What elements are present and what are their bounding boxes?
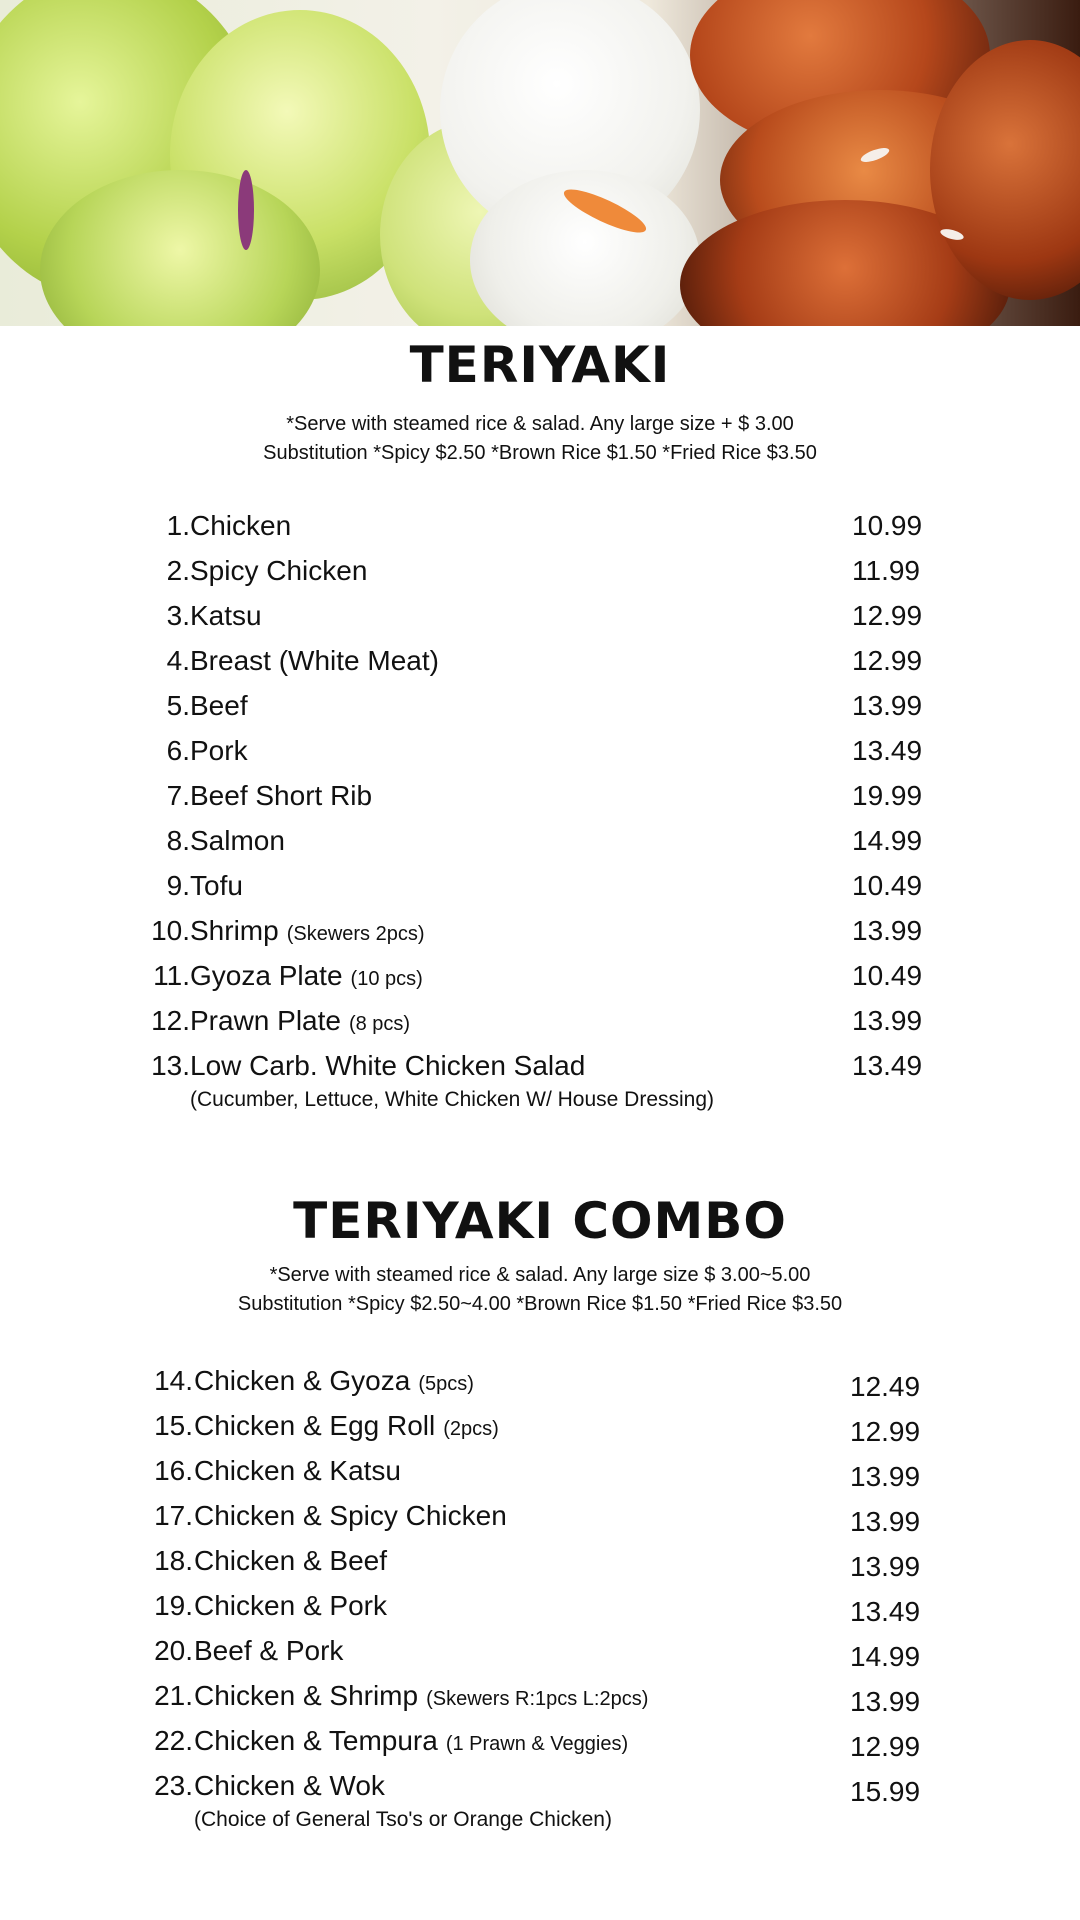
menu-item-name: Gyoza Plate (190, 960, 343, 991)
menu-item-row (0, 1721, 1080, 1766)
menu-item-name-wrap (190, 1001, 410, 1044)
menu-item-number: 12. (151, 1005, 190, 1036)
menu-item-name: Chicken & Shrimp (194, 1680, 419, 1711)
menu-item-name-wrap (190, 641, 439, 681)
menu-item-name-wrap (194, 1766, 385, 1806)
section-note-line1: *Serve with steamed rice & salad. Any large size + $ 3.00 (286, 413, 794, 435)
menu-item-row (0, 1766, 1080, 1831)
menu-item-row (0, 1496, 1080, 1541)
menu-item-price: 13.49 (850, 1596, 921, 1627)
section-title-teriyaki-combo: TERIYAKI COMBO (293, 1192, 787, 1250)
menu-item-number: 6. (166, 735, 190, 766)
menu-item-price: 10.49 (852, 870, 923, 901)
menu-item-number: 5. (166, 690, 190, 721)
menu-item-number: 3. (166, 600, 190, 631)
section-note-line2: Substitution *Spicy $2.50~4.00 *Brown Rice $1.50 *Fried Rice $3.50 (237, 1293, 843, 1315)
menu-item-detail: (5pcs) (418, 1373, 474, 1395)
menu-item-price: 13.49 (852, 735, 923, 766)
section-title-teriyaki: TERIYAKI (409, 336, 671, 394)
menu-item-row (0, 1676, 1080, 1721)
menu-item-row (0, 641, 1080, 686)
menu-item-price: 12.99 (852, 600, 923, 631)
menu-item-detail: (8 pcs) (348, 1013, 411, 1035)
menu-item-row (0, 1541, 1080, 1586)
menu-item-name: Chicken & Spicy Chicken (194, 1500, 507, 1531)
menu-item-name-wrap (190, 686, 248, 726)
menu-item-price: 13.99 (850, 1461, 921, 1492)
menu-item-name: Beef & Pork (194, 1635, 344, 1666)
menu-item-name: Chicken & Tempura (194, 1725, 438, 1756)
menu-item-name-wrap (190, 596, 262, 636)
menu-item-row (0, 551, 1080, 596)
menu-item-number: 16. (154, 1455, 193, 1486)
menu-item-price: 12.49 (850, 1371, 921, 1402)
menu-item-number: 10. (151, 915, 190, 946)
menu-item-row (0, 776, 1080, 821)
menu-item-price: 13.99 (852, 690, 923, 721)
menu-item-number: 22. (154, 1725, 193, 1756)
menu-item-name: Beef (190, 690, 248, 721)
menu-item-name-wrap (190, 551, 367, 591)
menu-item-row (0, 506, 1080, 551)
menu-item-row (0, 596, 1080, 641)
menu-item-name-wrap (194, 1496, 507, 1536)
menu-item-price: 11.99 (852, 555, 920, 586)
menu-item-name: Beef Short Rib (190, 780, 373, 811)
menu-item-price: 10.49 (852, 960, 923, 991)
menu-item-number: 9. (166, 870, 190, 901)
menu-item-price: 19.99 (852, 780, 923, 811)
menu-item-price: 13.49 (852, 1050, 923, 1081)
menu-item-price: 13.99 (852, 915, 923, 946)
menu-item-number: 2. (166, 555, 190, 586)
menu-item-detail: (Skewers 2pcs) (286, 923, 425, 945)
menu-item-name: Chicken & Wok (194, 1770, 385, 1801)
menu-item-price: 14.99 (850, 1641, 921, 1672)
menu-item-name: Chicken (190, 510, 292, 541)
menu-item-name-wrap (194, 1541, 387, 1581)
menu-item-price: 12.99 (850, 1416, 921, 1447)
menu-item-price: 13.99 (850, 1551, 921, 1582)
menu-item-number: 4. (166, 645, 190, 676)
menu-item-detail: (1 Prawn & Veggies) (445, 1733, 629, 1755)
menu-item-name: Katsu (190, 600, 262, 631)
menu-item-price: 10.99 (852, 510, 923, 541)
menu-item-name-wrap (194, 1631, 343, 1671)
menu-item-row (0, 1361, 1080, 1406)
menu-item-name-wrap (194, 1586, 387, 1626)
menu-item-name-wrap (190, 506, 291, 546)
menu-item-price: 13.99 (850, 1686, 921, 1717)
menu-item-price: 14.99 (852, 825, 923, 856)
menu-item-name-wrap (194, 1676, 648, 1719)
cabbage-shape (238, 170, 254, 250)
menu-item-price: 13.99 (852, 1005, 923, 1036)
menu-item-name-wrap (194, 1721, 628, 1764)
menu-item-row (0, 1451, 1080, 1496)
menu-item-name-wrap (194, 1406, 499, 1449)
menu-item-row (0, 1586, 1080, 1631)
menu-item-name: Chicken & Gyoza (194, 1365, 411, 1396)
menu-item-name: Breast (White Meat) (190, 645, 439, 676)
menu-item-row (0, 686, 1080, 731)
menu-item-detail: (10 pcs) (350, 968, 423, 990)
menu-item-name: Chicken & Pork (194, 1590, 387, 1621)
menu-item-row (0, 1631, 1080, 1676)
menu-item-name: Low Carb. White Chicken Salad (190, 1050, 586, 1081)
menu-item-description: (Choice of General Tso's or Orange Chicken) (194, 1808, 612, 1831)
menu-item-row (0, 1001, 1080, 1046)
menu-item-number: 1. (166, 510, 190, 541)
section-note-line1: *Serve with steamed rice & salad. Any large size $ 3.00~5.00 (269, 1264, 811, 1286)
menu-item-name-wrap (190, 1046, 585, 1086)
menu-item-number: 21. (154, 1680, 193, 1711)
menu-item-name: Salmon (190, 825, 285, 856)
menu-item-name: Spicy Chicken (190, 555, 368, 586)
hero-food-photo (0, 0, 1080, 326)
menu-item-name: Chicken & Egg Roll (194, 1410, 436, 1441)
menu-item-name-wrap (194, 1361, 474, 1404)
menu-item-row (0, 821, 1080, 866)
menu-item-row (0, 911, 1080, 956)
menu-item-name-wrap (190, 866, 243, 906)
menu-item-number: 15. (154, 1410, 193, 1441)
menu-item-number: 17. (154, 1500, 193, 1531)
menu-item-number: 19. (154, 1590, 193, 1621)
menu-item-detail: (Skewers R:1pcs L:2pcs) (426, 1688, 649, 1710)
menu-item-number: 13. (151, 1050, 190, 1081)
menu-item-name-wrap (194, 1451, 401, 1491)
menu-item-price: 12.99 (850, 1731, 921, 1762)
menu-item-name: Chicken & Katsu (194, 1455, 401, 1486)
menu-item-name-wrap (190, 731, 248, 771)
menu-item-name-wrap (190, 821, 285, 861)
menu-item-description: (Cucumber, Lettuce, White Chicken W/ House Dressing) (190, 1088, 715, 1111)
menu-item-name-wrap (190, 956, 423, 999)
menu-item-number: 11. (153, 960, 190, 991)
menu-item-price: 12.99 (852, 645, 923, 676)
menu-item-name: Shrimp (190, 915, 279, 946)
menu-item-number: 18. (154, 1545, 193, 1576)
menu-item-price: 15.99 (850, 1776, 921, 1807)
menu-item-number: 20. (154, 1635, 193, 1666)
section-note-line2: Substitution *Spicy $2.50 *Brown Rice $1.50 *Fried Rice $3.50 (263, 442, 817, 464)
menu-item-number: 14. (154, 1365, 193, 1396)
menu-item-price: 13.99 (850, 1506, 921, 1537)
menu-item-row (0, 956, 1080, 1001)
menu-item-row (0, 866, 1080, 911)
menu-item-name: Pork (190, 735, 248, 766)
menu-item-row (0, 1406, 1080, 1451)
menu-item-number: 23. (154, 1770, 193, 1801)
menu-item-name: Tofu (190, 870, 243, 901)
menu-item-detail: (2pcs) (443, 1418, 499, 1440)
menu-item-name: Prawn Plate (190, 1005, 341, 1036)
menu-item-number: 7. (166, 780, 190, 811)
menu-item-number: 8. (166, 825, 190, 856)
menu-item-name: Chicken & Beef (194, 1545, 387, 1576)
menu-item-row (0, 1046, 1080, 1111)
menu-item-name-wrap (190, 776, 372, 816)
menu-item-row (0, 731, 1080, 776)
menu-item-name-wrap (190, 911, 425, 954)
